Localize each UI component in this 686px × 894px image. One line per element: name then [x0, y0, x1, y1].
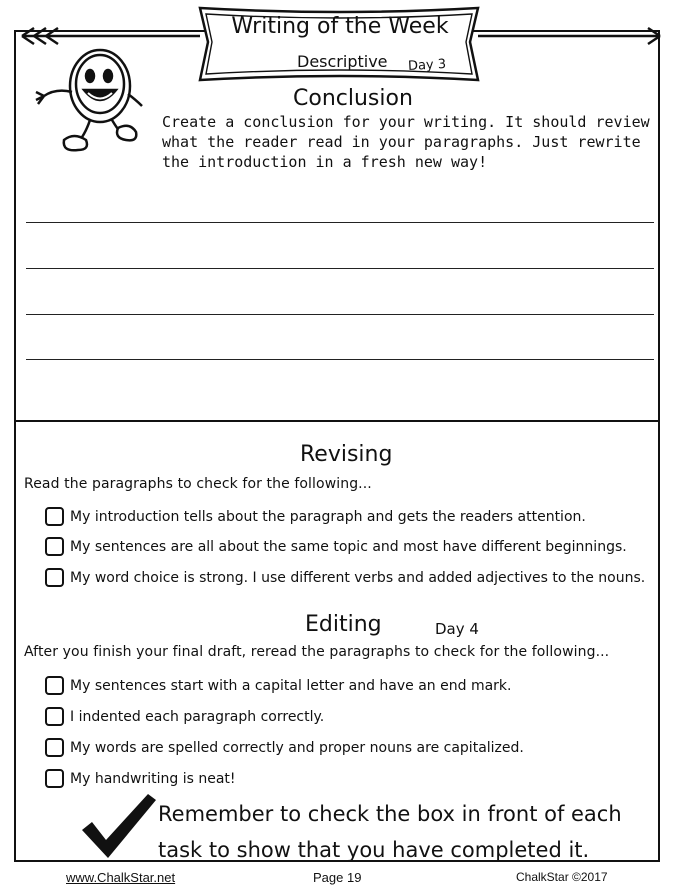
revising-checklist-item [45, 568, 645, 587]
revising-checklist-item [45, 507, 586, 526]
day-label: Day 4 [435, 620, 479, 638]
page-title: Writing of the Week [231, 14, 449, 39]
reminder-line: Remember to check the box in front of each [158, 802, 622, 826]
editing-checklist-item [45, 769, 236, 788]
checkbox[interactable] [45, 568, 64, 587]
editing-heading: Editing [305, 612, 382, 637]
checklist-item-text: My handwriting is neat! [70, 770, 236, 787]
checkmark-icon [78, 790, 158, 862]
writing-line[interactable] [26, 222, 654, 223]
writing-line[interactable] [26, 314, 654, 315]
revising-heading: Revising [300, 442, 393, 467]
checkbox[interactable] [45, 507, 64, 526]
writing-line[interactable] [26, 359, 654, 360]
page-number: Page 19 [313, 870, 362, 885]
checklist-item-text: My sentences start with a capital letter and have an end mark. [70, 677, 512, 694]
page-subtitle: Descriptive [297, 52, 388, 71]
editing-checklist-item [45, 707, 324, 726]
copyright: ChalkStar ©2017 [516, 870, 608, 884]
conclusion-heading: Conclusion [293, 86, 413, 111]
checklist-item-text: My introduction tells about the paragraph and gets the readers attention. [70, 508, 586, 525]
editing-checklist-item [45, 738, 524, 757]
reminder-line: task to show that you have completed it. [158, 838, 590, 862]
section-divider [14, 420, 660, 422]
conclusion-prompt: Create a conclusion for your writing. It should review what the reader read in your paragraphs. Just rewrite the introduction in a fresh new way! [162, 113, 650, 171]
editing-checklist-item [45, 676, 511, 695]
checklist-item-text: My word choice is strong. I use different verbs and added adjectives to the nouns. [70, 569, 646, 586]
editing-instruction: After you finish your final draft, reread the paragraphs to check for the following... [24, 644, 610, 660]
checkbox[interactable] [45, 738, 64, 757]
writing-line[interactable] [26, 268, 654, 269]
checkbox[interactable] [45, 769, 64, 788]
left-arrow-icon [22, 28, 200, 44]
revising-instruction: Read the paragraphs to check for the following... [24, 476, 372, 492]
checklist-item-text: My words are spelled correctly and proper nouns are capitalized. [70, 739, 524, 756]
checkbox[interactable] [45, 537, 64, 556]
website-link[interactable]: www.ChalkStar.net [66, 870, 176, 885]
checkbox[interactable] [45, 707, 64, 726]
checklist-item-text: My sentences are all about the same topic and most have different beginnings. [70, 538, 627, 555]
egg-mascot-icon [26, 44, 146, 164]
day-label: Day 3 [407, 57, 447, 74]
revising-checklist-item [45, 537, 627, 556]
checklist-item-text: I indented each paragraph correctly. [70, 708, 325, 725]
right-arrow-icon [478, 28, 660, 44]
reminder-text [158, 796, 658, 868]
checkbox[interactable] [45, 676, 64, 695]
